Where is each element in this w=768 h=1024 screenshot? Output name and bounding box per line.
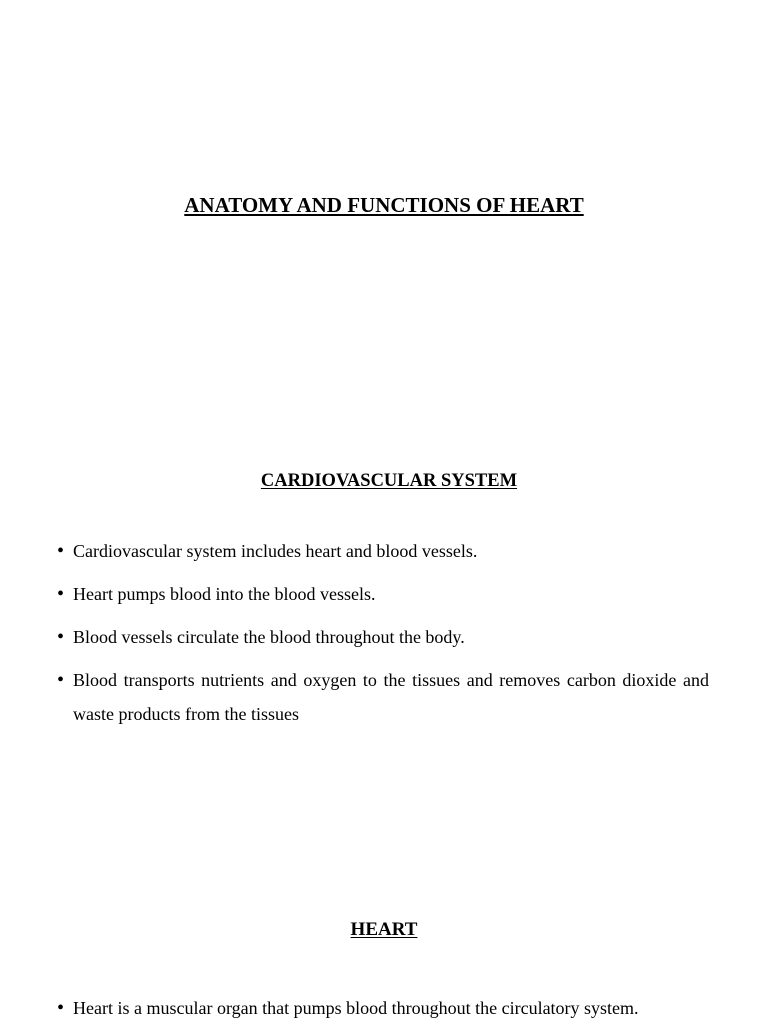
bullet-icon: • <box>57 626 65 648</box>
bullet-text: Cardiovascular system includes heart and blood vessels. <box>73 541 478 561</box>
list-item <box>0 577 768 611</box>
section-heading-heart: HEART <box>350 919 418 940</box>
list-item <box>0 663 768 731</box>
list-item <box>0 620 768 654</box>
list-item <box>0 991 768 1024</box>
bullet-text: Blood vessels circulate the blood throughout the body. <box>73 627 465 647</box>
document-title: ANATOMY AND FUNCTIONS OF HEART <box>184 193 584 217</box>
cardiovascular-bullet-list <box>0 534 768 740</box>
bullet-text: Blood transports nutrients and oxygen to the tissues and removes carbon dioxide and waste products from the tissues <box>73 670 709 724</box>
bullet-icon: • <box>57 540 65 562</box>
bullet-text: Heart is a muscular organ that pumps blood throughout the circulatory system. <box>73 998 639 1018</box>
bullet-text: Heart pumps blood into the blood vessels. <box>73 584 376 604</box>
list-item <box>0 534 768 568</box>
section-heading-cardiovascular-system: CARDIOVASCULAR SYSTEM <box>260 471 518 491</box>
heart-bullet-list <box>0 991 768 1024</box>
bullet-icon: • <box>57 669 65 691</box>
bullet-icon: • <box>57 583 65 605</box>
bullet-icon: • <box>57 997 65 1019</box>
